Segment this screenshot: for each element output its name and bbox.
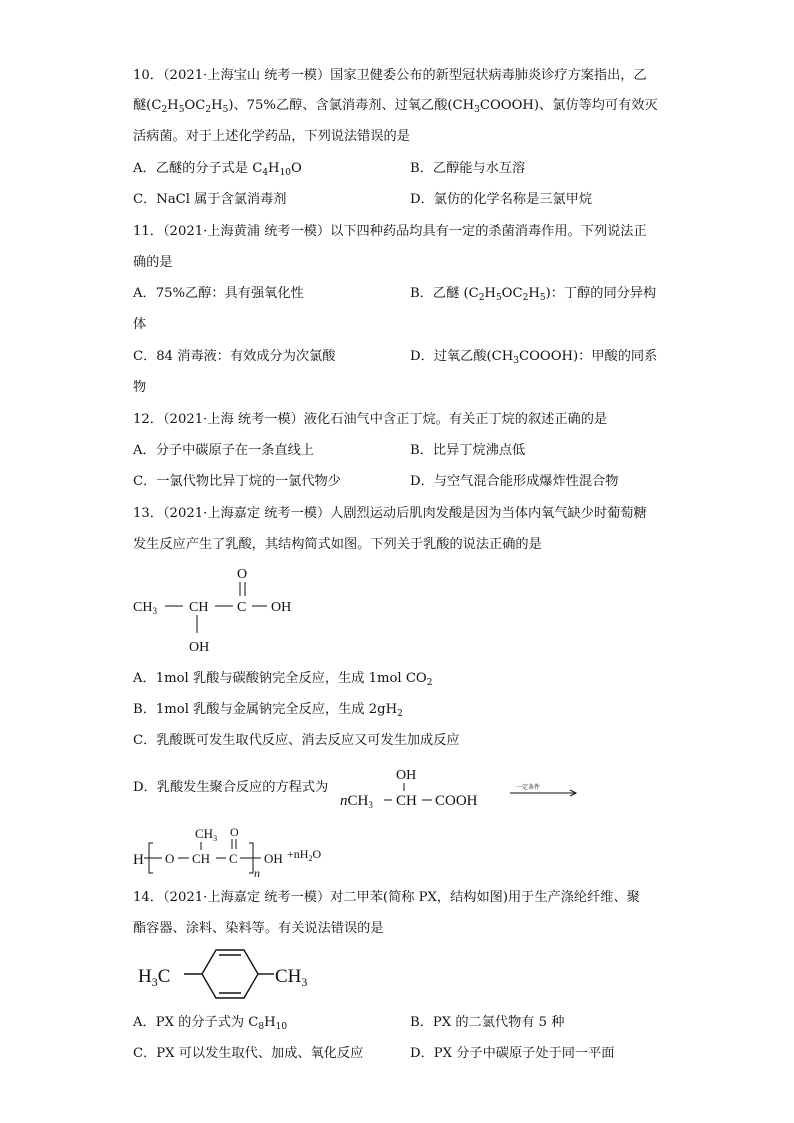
q13-option-a[interactable] xyxy=(133,669,432,689)
q11-text: OC xyxy=(501,286,523,301)
q10-option-b[interactable]: B．乙醇能与水互溶 xyxy=(410,161,526,176)
q14-option-b[interactable]: B．PX 的二氯代物有 5 种 xyxy=(410,1015,565,1030)
q13-option-d[interactable]: D．乳酸发生聚合反应的方程式为 xyxy=(133,780,329,795)
eq-c: C xyxy=(229,851,238,866)
q11-sub: 2 xyxy=(478,293,485,303)
lactic-acid-structure xyxy=(133,565,303,655)
q10-sub: 5 xyxy=(178,105,185,115)
eq-ch: CH xyxy=(396,793,417,809)
q11-option-b[interactable] xyxy=(410,284,656,304)
q10-text: )、75%乙醇、含氯消毒剂、过氧乙酸(CH xyxy=(228,98,475,113)
q10-text: COOOH)、氯仿等均可有效灭 xyxy=(479,98,658,113)
q10-option-a[interactable] xyxy=(133,159,302,179)
q12-option-c[interactable]: C．一氯代物比异丁烷的一氯代物少 xyxy=(133,474,341,489)
eq-h: H xyxy=(133,852,144,868)
benzene-ring xyxy=(202,950,258,998)
q11-text: B．乙醚 (C xyxy=(410,286,479,301)
eq-n-sub: n xyxy=(254,866,260,880)
q10-sub: 3 xyxy=(474,105,480,115)
q10-text: H xyxy=(211,98,223,113)
q11-stem-line1: 11．（2021·上海黄浦 统考一模）以下四种药品均具有一定的杀菌消毒作用。下列说法正 xyxy=(133,224,647,239)
q13-stem-line2: 发生反应产生了乳酸，其结构简式如图。下列关于乳酸的说法正确的是 xyxy=(133,537,542,552)
eq-water: $+nH_2O$ xyxy=(287,847,322,863)
polymerization-reactant xyxy=(340,763,590,813)
q11-text: COOOH)：甲酸的同系 xyxy=(518,349,658,364)
q11-sub: 2 xyxy=(522,293,529,303)
q14-text: A．PX 的分子式为 C xyxy=(133,1015,259,1030)
q11-option-d-continued: 物 xyxy=(133,380,147,395)
q11-sub: 5 xyxy=(539,293,546,303)
q10-option-c[interactable]: C．NaCl 属于含氯消毒剂 xyxy=(133,192,287,207)
q14-sub: 8 xyxy=(258,1022,265,1032)
q11-text: D．过氧乙酸(CH xyxy=(410,349,514,364)
px-left-group: $H_3C$ xyxy=(138,966,171,989)
q11-sub: 3 xyxy=(513,356,519,366)
struct-o: O xyxy=(237,567,248,582)
q12-stem-line1: 12．（2021·上海 统考一模）液化石油气中含正丁烷。有关正丁烷的叙述正确的是 xyxy=(133,412,608,427)
eq-ch-prod: CH xyxy=(192,851,211,866)
struct-ch3: $CH_3$ xyxy=(133,600,157,616)
q11-option-c[interactable]: C．84 消毒液：有效成分为次氯酸 xyxy=(133,349,336,364)
q13-sub: 2 xyxy=(397,709,403,719)
q10-text: H xyxy=(167,98,179,113)
q13-option-b[interactable] xyxy=(133,700,403,720)
polymerization-product xyxy=(133,821,353,881)
eq-condition: 一定条件 xyxy=(516,785,541,791)
struct-oh: OH xyxy=(271,600,292,615)
q11-option-d[interactable] xyxy=(410,347,657,367)
q10-text: OC xyxy=(184,98,206,113)
eq-ch3-top: $CH_3$ xyxy=(195,826,218,843)
px-structure xyxy=(133,944,323,1004)
q11-text: )：丁醇的同分异构 xyxy=(545,286,657,301)
q10-sub: 2 xyxy=(205,105,212,115)
q10-stem-line1: 10．（2021·上海宝山 统考一模）国家卫健委公布的新型冠状病毒肺炎诊疗方案指出，乙 xyxy=(133,68,647,83)
q13-text: A．1mol 乳酸与碳酸钠完全反应，生成 1mol CO xyxy=(133,671,427,686)
struct-c: C xyxy=(237,600,247,615)
q14-option-c[interactable]: C．PX 可以发生取代、加成、氧化反应 xyxy=(133,1046,364,1061)
q10-sub: 5 xyxy=(222,105,229,115)
eq-reactant: nCH$_3$ xyxy=(340,793,373,810)
eq-o: O xyxy=(165,851,175,866)
eq-oh-top: OH xyxy=(396,768,417,783)
q11-stem-line2: 确的是 xyxy=(133,255,173,270)
q13-stem-line1: 13．（2021·上海嘉定 统考一模）人剧烈运动后肌肉发酸是因为当体内氧气缺少时葡萄糖 xyxy=(133,506,647,521)
q11-option-b-continued: 体 xyxy=(133,317,147,332)
q14-text: H xyxy=(264,1015,276,1030)
q14-option-a[interactable] xyxy=(133,1013,287,1033)
q10-text: A．乙醚的分子式是 C xyxy=(133,161,263,176)
q12-option-d[interactable]: D．与空气混合能形成爆炸性混合物 xyxy=(410,474,619,489)
q10-text: H xyxy=(268,161,280,176)
q11-sub: 5 xyxy=(495,293,502,303)
q10-text: 醚(C xyxy=(133,98,162,113)
q10-sub: 10 xyxy=(279,168,292,178)
q13-option-c[interactable]: C．乳酸既可发生取代反应、消去反应又可发生加成反应 xyxy=(133,733,460,748)
eq-o-top: O xyxy=(230,825,239,839)
q11-option-a[interactable]: A．75%乙醇：具有强氧化性 xyxy=(133,286,304,301)
q14-stem-line2: 酯容器、涂料、染料等。有关说法错误的是 xyxy=(133,921,384,936)
q14-stem-line1: 14．（2021·上海嘉定 统考一模）对二甲苯(简称 PX，结构如图)用于生产涤纶纤维、聚 xyxy=(133,890,640,905)
q11-text: H xyxy=(528,286,540,301)
q10-option-d[interactable]: D．氯仿的化学名称是三氯甲烷 xyxy=(410,192,593,207)
px-right-group: $CH_3$ xyxy=(275,966,308,989)
q12-option-b[interactable]: B．比异丁烷沸点低 xyxy=(410,443,526,458)
q12-option-a[interactable]: A．分子中碳原子在一条直线上 xyxy=(133,443,314,458)
struct-oh-bottom: OH xyxy=(189,640,210,655)
q10-sub: 4 xyxy=(262,168,269,178)
q14-option-d[interactable]: D．PX 分子中碳原子处于同一平面 xyxy=(410,1046,615,1061)
q13-text: B．1mol 乳酸与金属钠完全反应，生成 2gH xyxy=(133,702,398,717)
eq-cooh: COOH xyxy=(435,793,478,809)
q10-stem-line2 xyxy=(133,96,658,116)
q10-text: O xyxy=(291,161,302,176)
eq-oh-end: OH xyxy=(264,851,283,866)
struct-ch: CH xyxy=(189,600,209,615)
q10-stem-line3: 活病菌。对于上述化学药品，下列说法错误的是 xyxy=(133,129,410,144)
q13-sub: 2 xyxy=(426,678,433,688)
q11-text: H xyxy=(484,286,496,301)
q10-sub: 2 xyxy=(161,105,168,115)
q14-sub: 10 xyxy=(275,1022,288,1032)
